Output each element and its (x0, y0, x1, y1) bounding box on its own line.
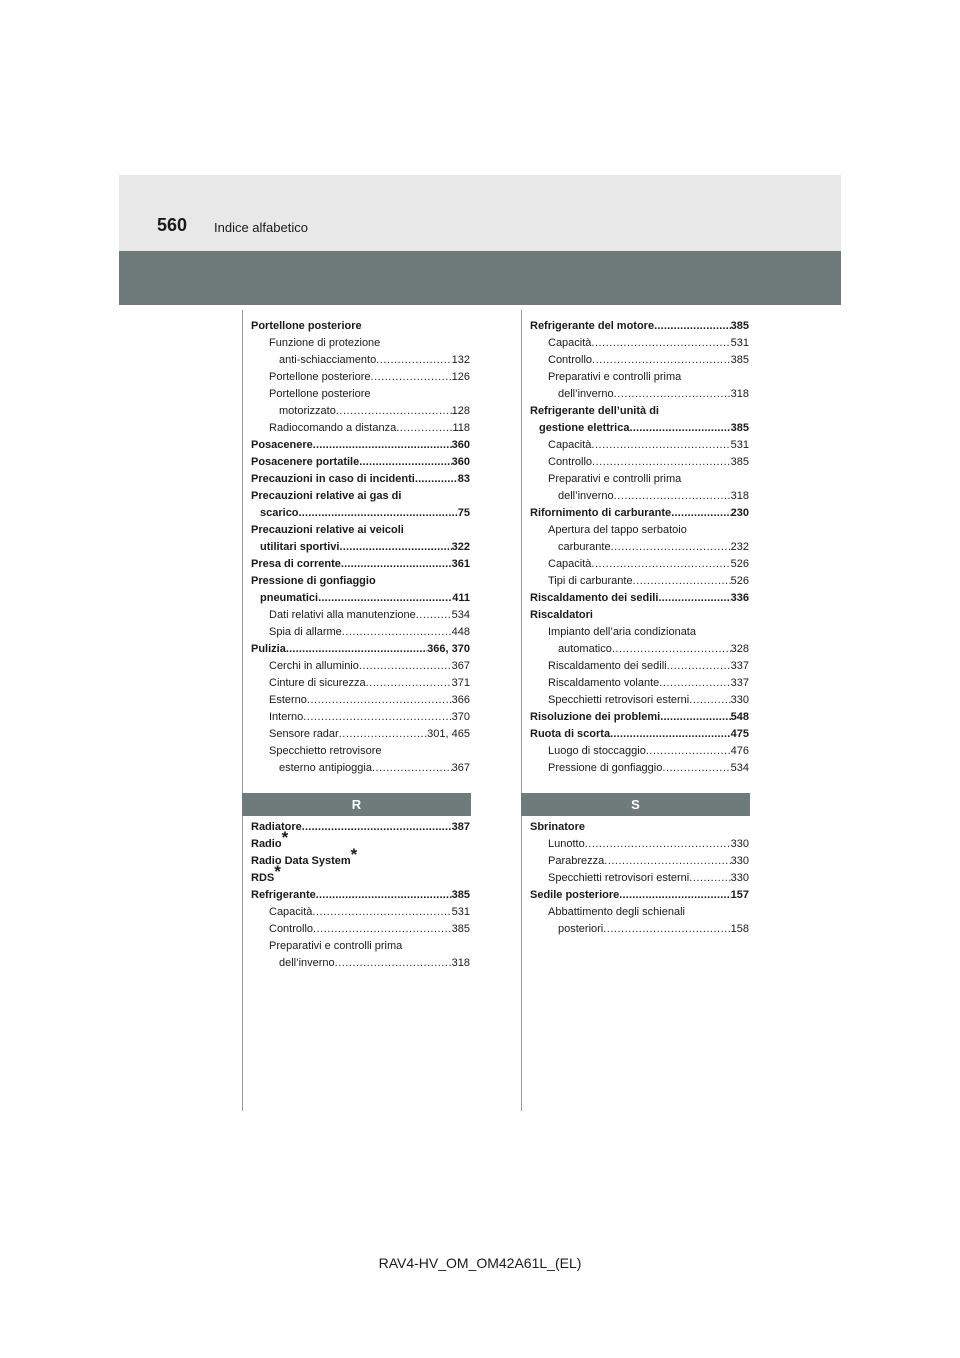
index-column-right-top (530, 318, 749, 777)
dot-leader (339, 726, 427, 743)
index-entry (530, 369, 749, 386)
index-entry (251, 488, 470, 505)
index-entry (530, 556, 749, 573)
index-entry (251, 607, 470, 624)
index-term: Controllo (548, 354, 593, 366)
index-term: Capacità (548, 558, 592, 570)
dot-leader (603, 921, 730, 938)
document-code: RAV4-HV_OM_OM42A61L_(EL) (378, 1255, 582, 1271)
page-reference: 448 (451, 626, 470, 638)
index-entry (251, 471, 470, 488)
header-band (119, 175, 841, 251)
index-entry (251, 369, 470, 386)
index-term: posteriori (558, 923, 604, 935)
index-term: Radiatore (251, 821, 302, 833)
index-entry (251, 556, 470, 573)
index-entry (530, 352, 749, 369)
index-term: pneumatici (260, 592, 319, 604)
index-entry (251, 955, 470, 972)
page-reference: 371 (451, 677, 470, 689)
page-reference: 366, 370 (427, 643, 470, 655)
index-term: Riscaldamento dei sedili (530, 592, 659, 604)
dot-leader (316, 887, 452, 904)
index-entry (530, 904, 749, 921)
page-reference: 370 (451, 711, 470, 723)
index-entry (530, 522, 749, 539)
page-reference: 132 (451, 354, 470, 366)
dot-leader (591, 556, 730, 573)
index-entry (251, 624, 470, 641)
index-term: Specchietto retrovisore (269, 745, 382, 757)
index-entry (251, 386, 470, 403)
index-entry (530, 573, 749, 590)
page-reference: 322 (451, 541, 470, 553)
index-entry (251, 539, 470, 556)
index-term: Rifornimento di carburante (530, 507, 672, 519)
dot-leader (299, 505, 458, 522)
index-term: Pressione di gonfiaggio (548, 762, 663, 774)
index-term: Presa di corrente (251, 558, 341, 570)
page-reference: 385 (730, 320, 749, 332)
index-term: Riscaldamento volante (548, 677, 660, 689)
index-entry (251, 709, 470, 726)
dot-leader (312, 904, 451, 921)
dot-leader (415, 471, 458, 488)
page-reference: 385 (451, 923, 470, 935)
index-term: Riscaldamento dei sedili (548, 660, 667, 672)
index-term: scarico (260, 507, 299, 519)
page-reference: 531 (730, 337, 749, 349)
page-reference: 387 (451, 821, 470, 833)
page-reference: 330 (730, 838, 749, 850)
index-term: Funzione di protezione (269, 337, 381, 349)
dot-leader (612, 641, 731, 658)
dot-leader (313, 437, 452, 454)
index-entry (251, 658, 470, 675)
footnote-star: * (274, 862, 281, 881)
index-term: Impianto dell’aria condizionata (548, 626, 696, 638)
page-reference: 475 (730, 728, 749, 740)
page-reference: 385 (451, 889, 470, 901)
index-term: Ruota di scorta (530, 728, 611, 740)
dot-leader (671, 505, 730, 522)
dot-leader (366, 675, 452, 692)
index-term: Riscaldatori (530, 609, 593, 621)
page-reference: 411 (452, 592, 470, 604)
dot-leader (341, 556, 452, 573)
page-number: 560 (157, 215, 188, 235)
page-reference: 318 (730, 388, 749, 400)
index-entry (530, 675, 749, 692)
page-reference: 385 (730, 456, 749, 468)
page-reference: 128 (451, 405, 470, 417)
index-term: Lunotto (548, 838, 585, 850)
footnote-star: * (281, 828, 289, 847)
index-term: Luogo di stoccaggio (548, 745, 646, 757)
index-entry (251, 573, 470, 590)
dot-leader (614, 488, 731, 505)
dot-leader (659, 675, 730, 692)
index-entry (251, 403, 470, 420)
letter-heading-r: R (242, 793, 471, 816)
index-entry (251, 938, 470, 955)
dot-leader (658, 590, 730, 607)
page-reference: 157 (730, 889, 749, 901)
dot-leader (689, 870, 730, 887)
page-reference: 526 (730, 575, 749, 587)
page-reference: 83 (457, 473, 470, 485)
index-term: Specchietti retrovisori esterni (548, 694, 690, 706)
index-entry (530, 488, 749, 505)
index-entry (530, 819, 749, 836)
dot-leader (336, 403, 452, 420)
page-reference: 526 (730, 558, 749, 570)
dot-leader (585, 836, 731, 853)
right-column-rule (521, 310, 522, 1111)
page-reference: 360 (451, 456, 470, 468)
index-entry (251, 454, 470, 471)
index-term: esterno antipioggia (279, 762, 372, 774)
index-term: Radio Data System* (251, 845, 358, 867)
index-entry (251, 726, 470, 743)
dot-leader (313, 921, 452, 938)
index-term: Sbrinatore (530, 821, 586, 833)
index-term: Portellone posteriore (269, 388, 371, 400)
index-entry (530, 709, 749, 726)
index-term: carburante (558, 541, 611, 553)
index-entry (251, 828, 470, 853)
index-entry (530, 420, 749, 437)
index-entry (251, 437, 470, 454)
page-reference: 337 (730, 660, 749, 672)
index-entry (251, 420, 470, 437)
footnote-star: * (350, 845, 358, 864)
dot-leader (614, 386, 731, 403)
page-reference: 126 (451, 371, 470, 383)
index-term: Controllo (548, 456, 593, 468)
page-reference: 330 (730, 872, 749, 884)
index-entry (530, 853, 749, 870)
index-term: automatico (558, 643, 612, 655)
index-term: Radiocomando a distanza (269, 422, 397, 434)
index-entry (251, 743, 470, 760)
dot-leader (359, 454, 451, 471)
page-reference: 301, 465 (427, 728, 470, 740)
index-entry (530, 386, 749, 403)
index-entry (251, 921, 470, 938)
index-term: gestione elettrica (539, 422, 630, 434)
index-entry (530, 403, 749, 420)
page-reference: 531 (451, 906, 470, 918)
page-reference: 75 (457, 507, 470, 519)
index-entry (251, 590, 470, 607)
index-term: Precauzioni relative ai veicoli (251, 524, 404, 536)
index-entry (530, 692, 749, 709)
index-term: Risoluzione dei problemi (530, 711, 661, 723)
dot-leader (359, 658, 452, 675)
index-entry (530, 887, 749, 904)
dot-leader (592, 454, 731, 471)
page-reference: 531 (730, 439, 749, 451)
page-reference: 158 (730, 923, 749, 935)
index-term: Precauzioni relative ai gas di (251, 490, 402, 502)
page-reference: 118 (452, 422, 470, 434)
dot-leader (307, 692, 452, 709)
dot-leader (619, 887, 730, 904)
dot-leader (646, 743, 731, 760)
page-reference: 385 (730, 422, 749, 434)
dot-leader (611, 539, 731, 556)
index-entry (530, 836, 749, 853)
index-entry (530, 505, 749, 522)
index-term: Posacenere (251, 439, 313, 451)
index-term: Parabrezza (548, 855, 605, 867)
index-column-right-bottom (530, 819, 749, 938)
index-term: dell’inverno (558, 490, 614, 502)
dot-leader (376, 352, 451, 369)
index-entry (530, 437, 749, 454)
index-term: Interno (269, 711, 304, 723)
index-term: Precauzioni in caso di incidenti (251, 473, 415, 485)
page-reference: 330 (730, 694, 749, 706)
dot-leader (303, 709, 451, 726)
page-reference: 476 (730, 745, 749, 757)
index-entry (251, 522, 470, 539)
index-entry (251, 904, 470, 921)
index-entry (251, 641, 470, 658)
index-entry (530, 870, 749, 887)
index-entry (530, 641, 749, 658)
index-entry (530, 318, 749, 335)
index-entry (530, 607, 749, 624)
index-entry (530, 335, 749, 352)
page-reference: 367 (451, 762, 470, 774)
index-entry (530, 760, 749, 777)
index-entry (530, 454, 749, 471)
index-term: anti-schiacciamento (279, 354, 377, 366)
index-term: Refrigerante dell’unità di (530, 405, 659, 417)
dot-leader (629, 420, 730, 437)
index-term: Dati relativi alla manutenzione (269, 609, 416, 621)
index-term: Tipi di carburante (548, 575, 633, 587)
index-term: Cerchi in alluminio (269, 660, 359, 672)
index-entry (251, 845, 470, 870)
index-term: Posacenere portatile (251, 456, 360, 468)
page-reference: 318 (730, 490, 749, 502)
dot-leader (689, 692, 730, 709)
index-term: utilitari sportivi (260, 541, 340, 553)
index-term: Cinture di sicurezza (269, 677, 366, 689)
index-entry (251, 352, 470, 369)
page-reference: 232 (730, 541, 749, 553)
index-term: Sedile posteriore (530, 889, 620, 901)
page-reference: 361 (451, 558, 470, 570)
dot-leader (667, 658, 731, 675)
index-entry (530, 726, 749, 743)
dot-leader (654, 318, 731, 335)
index-entry (251, 335, 470, 352)
index-entry (530, 590, 749, 607)
index-entry (530, 743, 749, 760)
page-reference: 385 (730, 354, 749, 366)
page-reference: 328 (730, 643, 749, 655)
dot-leader (604, 853, 730, 870)
index-term: dell’inverno (558, 388, 614, 400)
index-entry (251, 862, 470, 887)
index-term: Apertura del tappo serbatoio (548, 524, 687, 536)
dot-leader (342, 624, 452, 641)
index-term: motorizzato (279, 405, 336, 417)
dot-leader (371, 369, 452, 386)
dot-leader (591, 335, 730, 352)
index-term: Abbattimento degli schienali (548, 906, 685, 918)
index-entry (251, 692, 470, 709)
letter-heading-s: S (521, 793, 750, 816)
page-reference: 360 (451, 439, 470, 451)
left-column-rule (242, 310, 243, 1111)
index-term: Preparativi e controlli prima (548, 371, 682, 383)
dot-leader (416, 607, 452, 624)
index-term: Refrigerante (251, 889, 316, 901)
section-title: Indice alfabetico (214, 220, 308, 235)
dot-leader (372, 760, 452, 777)
index-term: Esterno (269, 694, 307, 706)
index-entry (530, 471, 749, 488)
index-term: Specchietti retrovisori esterni (548, 872, 690, 884)
page-reference: 366 (451, 694, 470, 706)
dot-leader (591, 437, 730, 454)
dot-leader (610, 726, 731, 743)
index-term: Capacità (548, 337, 592, 349)
index-entry (251, 675, 470, 692)
header-dark-band (119, 251, 841, 305)
dot-leader (339, 539, 451, 556)
index-column-left-top (251, 318, 470, 777)
index-term: Pulizia (251, 643, 286, 655)
page-reference: 367 (451, 660, 470, 672)
index-term: Preparativi e controlli prima (269, 940, 403, 952)
index-entry (530, 658, 749, 675)
dot-leader (335, 955, 452, 972)
page-reference: 548 (730, 711, 749, 723)
index-entry (530, 624, 749, 641)
dot-leader (302, 819, 452, 836)
index-term: dell’inverno (279, 957, 335, 969)
index-term: Capacità (548, 439, 592, 451)
page-reference: 230 (730, 507, 749, 519)
page-reference: 318 (451, 957, 470, 969)
page-reference: 336 (730, 592, 749, 604)
page-reference: 534 (451, 609, 470, 621)
index-term: Preparativi e controlli prima (548, 473, 682, 485)
index-term: Controllo (269, 923, 314, 935)
index-term: Radio* (251, 828, 289, 850)
dot-leader (318, 590, 452, 607)
dot-leader (286, 641, 427, 658)
index-term: Portellone posteriore (251, 320, 362, 332)
index-entry (530, 539, 749, 556)
index-term: Capacità (269, 906, 313, 918)
index-column-left-bottom (251, 819, 470, 972)
index-term: Sensore radar (269, 728, 339, 740)
dot-leader (660, 709, 730, 726)
index-entry (251, 318, 470, 335)
dot-leader (396, 420, 452, 437)
index-term: Spia di allarme (269, 626, 342, 638)
index-term: RDS* (251, 862, 281, 884)
dot-leader (592, 352, 731, 369)
index-entry (530, 921, 749, 938)
index-term: Portellone posteriore (269, 371, 371, 383)
index-term: Pressione di gonfiaggio (251, 575, 376, 587)
page-reference: 534 (730, 762, 749, 774)
page-reference: 337 (730, 677, 749, 689)
index-term: Refrigerante del motore (530, 320, 655, 332)
index-entry (251, 887, 470, 904)
dot-leader (633, 573, 731, 590)
index-entry (251, 505, 470, 522)
index-entry (251, 760, 470, 777)
dot-leader (662, 760, 730, 777)
page-reference: 330 (730, 855, 749, 867)
